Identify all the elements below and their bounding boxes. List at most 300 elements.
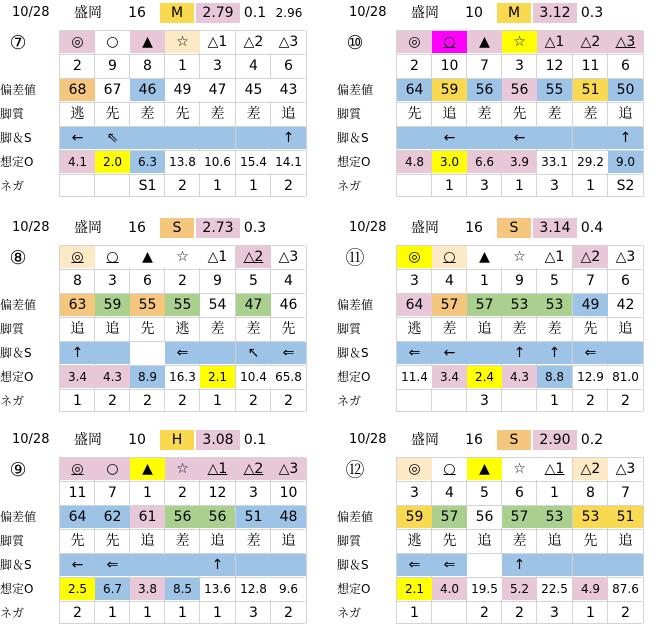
deviation-cell: 67 (95, 79, 130, 101)
mark-cell: △1 (537, 246, 572, 268)
expected-odds-cell: 16.3 (165, 366, 200, 388)
mark-cell: ☆ (165, 458, 200, 480)
race-panel (337, 430, 637, 626)
row-label: 想定O (337, 582, 371, 596)
row-label: 想定O (337, 155, 371, 169)
deviation-cell: 56 (467, 506, 502, 528)
expected-odds-cell: 65.8 (271, 366, 306, 388)
horse-number-cell: 2 (410, 58, 419, 74)
running-style-cell: 差 (477, 106, 492, 122)
expected-odds-cell: 9.0 (608, 151, 643, 173)
mark-cell: △1 (200, 246, 235, 268)
mark-cell: ◎ (60, 31, 95, 53)
grid-line (643, 457, 644, 624)
race-number: ⑨ (9, 459, 27, 481)
venue-name: 盛岡 (411, 432, 439, 448)
negative-cell: 3 (249, 605, 258, 621)
expected-odds-cell: 6.3 (130, 151, 165, 173)
horse-number-cell: 9 (515, 273, 524, 289)
race-number: ⑩ (346, 32, 364, 54)
extra-value (272, 218, 306, 238)
negative-cell: 2 (515, 605, 524, 621)
horse-number-cell: 4 (284, 273, 293, 289)
pace-arrow-cell: ← (502, 127, 537, 149)
horse-number-cell: 8 (143, 58, 152, 74)
diff-value: 0.1 (243, 5, 267, 21)
horse-number-cell: 8 (586, 485, 595, 501)
horse-number-cell: 3 (515, 58, 524, 74)
index-value: 3.14 (533, 218, 577, 238)
expected-odds-cell: 2.1 (397, 578, 432, 600)
deviation-cell: 56 (200, 506, 235, 528)
mark-cell: ◎ (397, 31, 432, 53)
row-label: 脚質 (337, 107, 362, 121)
horse-number-cell: 4 (249, 58, 258, 74)
row-label: 偏差値 (0, 298, 37, 312)
race-date: 10/28 (12, 5, 50, 20)
running-style-cell: 追 (281, 533, 296, 549)
diff-value: 0.3 (243, 220, 267, 236)
deviation-cell: 63 (60, 294, 95, 316)
negative-cell: S1 (138, 178, 157, 194)
mark-cell: ◎ (60, 458, 95, 480)
extra-value: 2.96 (275, 6, 303, 20)
deviation-cell: 62 (95, 506, 130, 528)
running-style-cell: 差 (583, 106, 598, 122)
negative-cell: 1 (550, 393, 559, 409)
running-style-cell: 差 (246, 106, 261, 122)
mark-cell: ○ (95, 31, 130, 53)
pace-arrow-cell (130, 342, 165, 364)
horse-number-cell: 2 (178, 273, 187, 289)
negative-cell: 3 (550, 605, 559, 621)
row-label: 脚＆S (337, 346, 369, 360)
deviation-cell: 57 (432, 294, 467, 316)
row-label: ネガ (0, 606, 25, 620)
mark-cell: ☆ (502, 31, 537, 53)
expected-odds-cell: 2.1 (200, 366, 235, 388)
pace-arrow-cell: ← (60, 127, 95, 149)
expected-odds-cell: 4.0 (432, 578, 467, 600)
horse-number-cell: 11 (68, 485, 87, 501)
expected-odds-cell: 3.0 (432, 151, 467, 173)
running-style-cell: 先 (70, 533, 85, 549)
horse-number-cell: 6 (621, 273, 630, 289)
pace-arrow-cell: ← (432, 127, 467, 149)
negative-cell: 2 (108, 393, 117, 409)
mark-cell: △3 (608, 31, 643, 53)
expected-odds-cell: 12.8 (236, 578, 271, 600)
deviation-cell: 55 (165, 294, 200, 316)
pace-arrow-cell (467, 554, 502, 576)
negative-cell: 1 (515, 178, 524, 194)
deviation-cell: 64 (397, 79, 432, 101)
mark-cell: ▲ (467, 246, 502, 268)
expected-odds-cell: 8.9 (130, 366, 165, 388)
race-header (337, 430, 647, 452)
mark-cell: △2 (236, 31, 271, 53)
race-date: 10/28 (12, 220, 50, 235)
deviation-cell: 50 (608, 79, 643, 101)
pace-arrow-cell (200, 127, 235, 149)
row-label: ネガ (337, 179, 362, 193)
running-style-cell: 先 (140, 321, 155, 337)
pace-arrow-cell: ⇐ (165, 342, 200, 364)
index-value: 2.73 (196, 218, 240, 238)
expected-odds-cell: 13.6 (200, 578, 235, 600)
row-label: ネガ (337, 606, 362, 620)
expected-odds-cell: 15.4 (236, 151, 271, 173)
mark-cell: ☆ (502, 246, 537, 268)
negative-cell (397, 390, 432, 412)
negative-cell: 1 (213, 393, 222, 409)
horse-number-cell: 9 (213, 273, 222, 289)
mark-cell: ☆ (165, 31, 200, 53)
deviation-cell: 59 (95, 294, 130, 316)
mark-cell: ◎ (397, 246, 432, 268)
negative-cell: 1 (445, 178, 454, 194)
pace-arrow-cell: ↑ (200, 554, 235, 576)
expected-odds-cell: 8.8 (537, 366, 572, 388)
expected-odds-cell: 8.5 (165, 578, 200, 600)
deviation-cell: 57 (467, 294, 502, 316)
diff-value: 0.2 (580, 432, 604, 448)
horse-number-cell: 8 (73, 273, 82, 289)
horse-number-cell: 6 (284, 58, 293, 74)
negative-cell: 2 (480, 605, 489, 621)
expected-odds-cell: 29.2 (573, 151, 608, 173)
horse-number-cell: 3 (410, 485, 419, 501)
deviation-cell: 56 (165, 506, 200, 528)
running-style-cell: 先 (442, 533, 457, 549)
deviation-cell: 43 (271, 79, 306, 101)
horse-number-cell: 11 (581, 58, 600, 74)
negative-cell: 2 (621, 393, 630, 409)
deviation-cell: 47 (236, 294, 271, 316)
negative-cell: S2 (616, 178, 635, 194)
race-grade-badge: S (497, 430, 531, 450)
negative-cell: 1 (143, 605, 152, 621)
pace-arrow-cell (537, 554, 572, 576)
running-style-cell: 追 (281, 106, 296, 122)
row-label: 脚＆S (337, 558, 369, 572)
deviation-cell: 54 (200, 294, 235, 316)
deviation-cell: 59 (432, 79, 467, 101)
mark-cell: ○ (432, 31, 467, 53)
race-grade-badge: S (497, 218, 531, 238)
deviation-cell: 56 (467, 79, 502, 101)
mark-cell: △2 (236, 246, 271, 268)
horse-number-cell: 3 (213, 58, 222, 74)
runner-count: 10 (465, 5, 483, 21)
mark-cell: ▲ (467, 458, 502, 480)
row-label: 脚質 (0, 107, 25, 121)
running-style-cell: 先 (175, 106, 190, 122)
expected-odds-cell: 10.6 (200, 151, 235, 173)
expected-odds-cell: 3.4 (432, 366, 467, 388)
negative-cell (432, 390, 467, 412)
horse-number-cell: 7 (586, 273, 595, 289)
running-style-cell: 先 (105, 106, 120, 122)
row-label: 偏差値 (0, 510, 37, 524)
mark-cell: △3 (271, 458, 306, 480)
negative-cell (397, 175, 432, 197)
deviation-cell: 55 (537, 79, 572, 101)
expected-odds-cell: 2.4 (467, 366, 502, 388)
row-label: 想定O (0, 582, 34, 596)
horse-number-cell: 3 (249, 485, 258, 501)
expected-odds-cell: 3.8 (130, 578, 165, 600)
race-grade-badge: M (497, 3, 531, 23)
horse-number-cell: 5 (550, 273, 559, 289)
row-label: 偏差値 (337, 298, 374, 312)
venue-name: 盛岡 (74, 432, 102, 448)
race-panel (337, 3, 637, 199)
pace-arrow-cell: ↑ (60, 342, 95, 364)
pace-arrow-cell (236, 554, 271, 576)
running-style-cell: 追 (70, 321, 85, 337)
pace-arrow-cell: ← (60, 554, 95, 576)
running-style-cell: 追 (618, 533, 633, 549)
mark-cell: △2 (573, 246, 608, 268)
horse-number-cell: 12 (545, 58, 564, 74)
deviation-cell: 51 (236, 506, 271, 528)
mark-cell: ▲ (130, 31, 165, 53)
pace-arrow-cell (200, 342, 235, 364)
horse-number-cell: 4 (445, 485, 454, 501)
horse-number-cell: 3 (108, 273, 117, 289)
deviation-cell: 47 (200, 79, 235, 101)
row-label: 脚＆S (0, 558, 32, 572)
running-style-cell: 逃 (407, 533, 422, 549)
deviation-cell: 61 (130, 506, 165, 528)
row-label: 偏差値 (337, 510, 374, 524)
mark-cell: ▲ (130, 246, 165, 268)
expected-odds-cell: 6.7 (95, 578, 130, 600)
expected-odds-cell: 12.9 (573, 366, 608, 388)
race-panel (0, 430, 300, 626)
mark-cell: △3 (608, 246, 643, 268)
pace-arrow-cell: ↑ (537, 342, 572, 364)
running-style-cell: 追 (105, 321, 120, 337)
negative-cell (60, 175, 95, 197)
expected-odds-cell: 10.4 (236, 366, 271, 388)
mark-cell: ◎ (60, 246, 95, 268)
mark-cell: △1 (537, 458, 572, 480)
horse-number-cell: 3 (410, 273, 419, 289)
pace-arrow-cell (165, 554, 200, 576)
negative-cell: 3 (480, 178, 489, 194)
running-style-cell: 差 (246, 533, 261, 549)
expected-odds-cell: 2.0 (95, 151, 130, 173)
horse-number-cell: 12 (208, 485, 227, 501)
expected-odds-cell: 11.4 (397, 366, 432, 388)
mark-cell: △3 (271, 31, 306, 53)
pace-arrow-cell: ⇐ (573, 342, 608, 364)
deviation-cell: 59 (397, 506, 432, 528)
horse-number-cell: 1 (143, 485, 152, 501)
mark-cell: △3 (271, 246, 306, 268)
race-header (0, 3, 310, 25)
pace-arrow-cell: ↑ (502, 554, 537, 576)
pace-arrow-cell (537, 127, 572, 149)
deviation-cell: 46 (130, 79, 165, 101)
pace-arrow-cell (95, 342, 130, 364)
horse-number-cell: 1 (550, 485, 559, 501)
row-label: 想定O (337, 370, 371, 384)
expected-odds-cell: 4.1 (60, 151, 95, 173)
venue-name: 盛岡 (74, 220, 102, 236)
negative-cell: 1 (586, 178, 595, 194)
running-style-cell: 逃 (407, 321, 422, 337)
expected-odds-cell: 87.6 (608, 578, 643, 600)
horse-number-cell: 6 (621, 58, 630, 74)
running-style-cell: 追 (618, 321, 633, 337)
mark-cell: ▲ (130, 458, 165, 480)
running-style-cell: 先 (583, 321, 598, 337)
mark-cell: ○ (95, 246, 130, 268)
diff-value: 0.4 (580, 220, 604, 236)
race-header (337, 3, 647, 25)
running-style-cell: 先 (105, 533, 120, 549)
running-style-cell: 逃 (175, 321, 190, 337)
pace-arrow-cell (236, 127, 271, 149)
race-grade-badge: S (160, 218, 194, 238)
horse-number-cell: 2 (178, 485, 187, 501)
deviation-cell: 49 (573, 294, 608, 316)
running-style-cell: 先 (281, 321, 296, 337)
pace-arrow-cell (467, 342, 502, 364)
running-style-cell: 先 (583, 533, 598, 549)
deviation-cell: 53 (573, 506, 608, 528)
deviation-cell: 56 (502, 79, 537, 101)
expected-odds-cell: 2.5 (60, 578, 95, 600)
expected-odds-cell: 9.6 (271, 578, 306, 600)
race-panel (0, 218, 300, 414)
pace-arrow-cell: ↑ (271, 127, 306, 149)
grid-line (643, 30, 644, 197)
mark-cell: △2 (236, 458, 271, 480)
running-style-cell: 差 (512, 321, 527, 337)
venue-name: 盛岡 (411, 5, 439, 21)
running-style-cell: 差 (512, 533, 527, 549)
running-style-cell: 追 (618, 106, 633, 122)
running-style-cell: 差 (210, 321, 225, 337)
row-label: ネガ (337, 394, 362, 408)
running-style-cell: 差 (210, 106, 225, 122)
expected-odds-cell: 19.5 (467, 578, 502, 600)
running-style-cell: 差 (442, 321, 457, 337)
negative-cell: 1 (73, 393, 82, 409)
running-style-cell: 追 (547, 533, 562, 549)
diff-value: 0.1 (243, 432, 267, 448)
row-label: 想定O (0, 370, 34, 384)
horse-number-cell: 2 (73, 58, 82, 74)
pace-arrow-cell: ⇐ (397, 342, 432, 364)
expected-odds-cell: 22.5 (537, 578, 572, 600)
mark-cell: △1 (200, 458, 235, 480)
horse-number-cell: 10 (279, 485, 298, 501)
deviation-cell: 64 (60, 506, 95, 528)
running-style-cell: 追 (210, 533, 225, 549)
horse-number-cell: 5 (249, 273, 258, 289)
negative-cell: 1 (213, 605, 222, 621)
pace-arrow-cell: ← (432, 342, 467, 364)
running-style-cell: 差 (547, 321, 562, 337)
row-label: ネガ (0, 394, 25, 408)
horse-number-cell: 1 (480, 273, 489, 289)
negative-cell: 2 (143, 393, 152, 409)
deviation-cell: 49 (165, 79, 200, 101)
race-header (337, 218, 647, 240)
running-style-cell: 先 (407, 106, 422, 122)
mark-cell: ☆ (165, 246, 200, 268)
venue-name: 盛岡 (411, 220, 439, 236)
deviation-cell: 55 (130, 294, 165, 316)
negative-cell: 2 (178, 178, 187, 194)
expected-odds-cell: 14.1 (271, 151, 306, 173)
deviation-cell: 57 (502, 506, 537, 528)
mark-cell: ○ (432, 458, 467, 480)
expected-odds-cell: 6.6 (467, 151, 502, 173)
race-panel (337, 218, 637, 414)
negative-cell: 1 (108, 605, 117, 621)
pace-arrow-cell: ⇐ (95, 554, 130, 576)
negative-cell: 2 (586, 393, 595, 409)
index-value: 2.90 (533, 430, 577, 450)
race-number: ⑫ (345, 459, 365, 481)
runner-count: 16 (128, 220, 146, 236)
deviation-cell: 53 (537, 506, 572, 528)
race-panel (0, 3, 303, 199)
horse-number-cell: 4 (445, 273, 454, 289)
pace-arrow-cell (467, 127, 502, 149)
mark-cell: ○ (95, 458, 130, 480)
race-header (0, 218, 310, 240)
negative-cell: 1 (178, 605, 187, 621)
grid-line (643, 245, 644, 412)
negative-cell: 2 (249, 393, 258, 409)
mark-cell: △1 (537, 31, 572, 53)
runner-count: 16 (465, 220, 483, 236)
row-label: 脚質 (337, 322, 362, 336)
row-label: 脚質 (0, 322, 25, 336)
grid-line (306, 30, 307, 197)
running-style-cell: 差 (175, 533, 190, 549)
race-grade-badge: M (160, 3, 194, 23)
race-date: 10/28 (349, 220, 387, 235)
pace-arrow-cell: ⇐ (397, 554, 432, 576)
row-label: 想定O (0, 155, 34, 169)
race-date: 10/28 (12, 432, 50, 447)
negative-cell (432, 602, 467, 624)
deviation-cell: 51 (608, 506, 643, 528)
extra-value (609, 430, 643, 450)
running-style-cell: 追 (477, 321, 492, 337)
running-style-cell: 差 (547, 106, 562, 122)
mark-cell: △3 (608, 458, 643, 480)
negative-cell: 1 (249, 178, 258, 194)
race-date: 10/28 (349, 5, 387, 20)
negative-cell: 2 (73, 605, 82, 621)
horse-number-cell: 9 (108, 58, 117, 74)
expected-odds-cell: 81.0 (608, 366, 643, 388)
runner-count: 16 (128, 5, 146, 21)
expected-odds-cell: 4.3 (502, 366, 537, 388)
race-grade-badge: H (160, 430, 194, 450)
extra-value (272, 430, 306, 450)
horse-number-cell: 7 (480, 58, 489, 74)
